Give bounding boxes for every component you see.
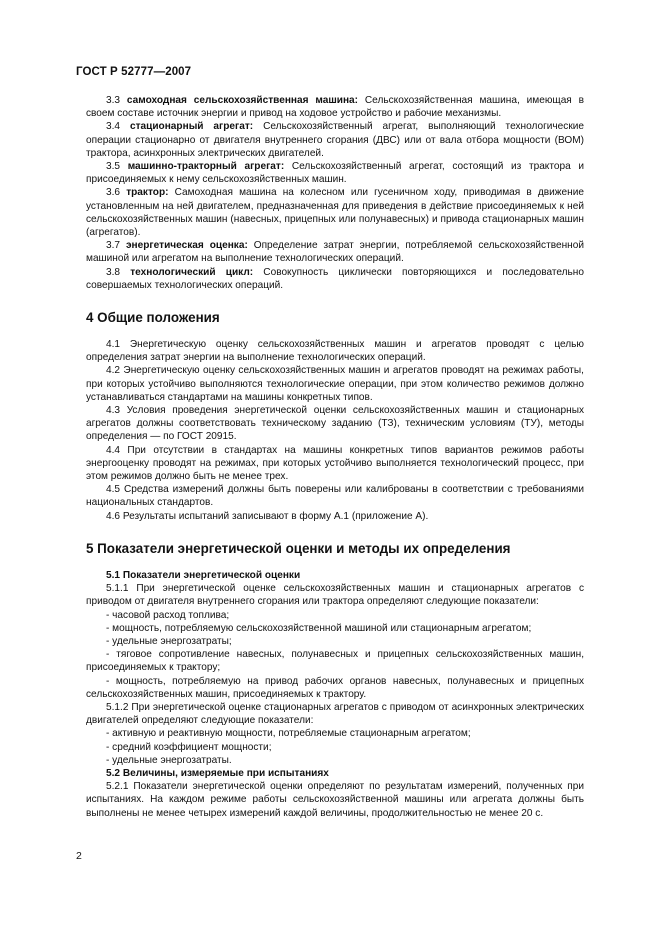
definition-number: 3.5: [106, 161, 121, 173]
definition-paragraph: [86, 120, 584, 160]
definition-paragraph: [86, 94, 584, 120]
section-4-paragraph: 4.5 Средства измерений должны быть поверены или калиброваны в соответствии с требованиями национальных стандартов.: [86, 484, 584, 509]
definition-text: Самоходная машина на колесном или гусеничном ходу, приводимая в движение установленным на ней двигателем, предназначенная для приведения в действие присоединяемых к ней сельскохозяйственных машин (навесных, прицепных или полунавесных) и привода стационарных машин (агрегатов).: [86, 187, 584, 239]
definition-number: 3.8: [106, 266, 121, 278]
definition-term: машинно-тракторный агрегат:: [127, 161, 285, 173]
paragraph-5-1-1: 5.1.1 При энергетической оценке сельскохозяйственных машин и стационарных агрегатов с приводом от двигателя внутреннего сгорания или трактора определяют следующие показатели:: [86, 583, 584, 608]
definition-number: 3.7: [106, 240, 121, 252]
subsection-5-2-title: 5.2 Величины, измеряемые при испытаниях: [106, 767, 329, 779]
definition-paragraph: [86, 186, 584, 239]
list-item: - удельные энергозатраты.: [106, 754, 232, 766]
page-content: [86, 94, 584, 820]
section-4-paragraphs: [86, 338, 584, 523]
list-5-1-2: [86, 727, 584, 767]
list-item: - мощность, потребляемую сельскохозяйственной машиной или стационарным агрегатом;: [106, 622, 532, 634]
definition-number: 3.4: [106, 121, 121, 133]
section-4-paragraph: 4.6 Результаты испытаний записывают в форму А.1 (приложение А).: [106, 510, 429, 522]
definition-term: самоходная сельскохозяйственная машина:: [126, 95, 359, 106]
definition-term: энергетическая оценка:: [125, 240, 248, 252]
definition-term: технологический цикл:: [130, 266, 254, 278]
definition-number: 3.3: [106, 95, 121, 106]
section-4-paragraph: 4.1 Энергетическую оценку сельскохозяйственных машин и агрегатов проводят с целью определения затрат энергии на выполнение технологических операций.: [86, 339, 584, 364]
section-4-title: 4 Общие положения: [86, 310, 220, 326]
definition-paragraph: [86, 160, 584, 186]
page-number: 2: [76, 850, 82, 862]
definition-term: стационарный агрегат:: [129, 121, 254, 133]
list-item: - часовой расход топлива;: [106, 609, 230, 621]
document-header: ГОСТ Р 52777—2007: [76, 66, 192, 78]
section-5-title: 5 Показатели энергетической оценки и методы их определения: [86, 540, 511, 556]
definition-term: трактор:: [126, 187, 169, 199]
paragraph-5-1-2: 5.1.2 При энергетической оценке стационарных агрегатов с приводом от асинхронных электрических двигателей определяют следующие показатели:: [86, 701, 584, 727]
list-item: - активную и реактивную мощности, потребляемые стационарным агрегатом;: [106, 728, 471, 740]
definition-number: 3.6: [106, 187, 121, 199]
definition-paragraph: [86, 239, 584, 265]
definition-text: Сельскохозяйственный агрегат, состоящий из трактора и присоединяемых к нему сельскохозяйственных машин.: [86, 161, 584, 186]
list-5-1-1: [86, 609, 584, 701]
definition-text: Сельскохозяйственная машина, имеющая в своем составе источник энергии и привод на ходовое устройство и рабочие механизмы.: [86, 95, 584, 120]
list-item: - мощность, потребляемую на привод рабочих органов навесных, полунавесных и прицепных сельскохозяйственных машин, присоединяемых к трактору.: [86, 675, 584, 700]
subsection-5-1-title: 5.1 Показатели энергетической оценки: [106, 569, 301, 581]
section-4-paragraph: 4.2 Энергетическую оценку сельскохозяйственных машин и агрегатов проводят на режимах работы, при которых устойчиво выполняются технологические операции, при этом количество режимов должно устанавливаться стандартами на машины конкретных типов.: [86, 365, 584, 403]
section-3-definitions: [86, 94, 584, 292]
definition-text: Сельскохозяйственный агрегат, выполняющий технологические операции стационарно от двигателя внутреннего сгорания (ДВС) или от вала отбора мощности (ВОМ) трактора, асинхронных электрических двигателей.: [86, 121, 584, 159]
paragraph-5-2-1: 5.2.1 Показатели энергетической оценки определяют по результатам измерений, полученных при испытаниях. На каждом режиме работы сельскохозяйственной машины или агрегата должны быть выполнены не менее четырех измерений каждой величины, продолжительностью не менее 20 с.: [86, 781, 584, 819]
list-item: - тяговое сопротивление навесных, полунавесных и прицепных сельскохозяйственных машин, присоединяемых к трактору;: [86, 649, 584, 674]
section-4-paragraph: 4.3 Условия проведения энергетической оценки сельскохозяйственных машин и стационарных агрегатов должны соответствовать техническому заданию (ТЗ), техническим условиям (ТУ), методы определения — по ГОСТ 20915.: [86, 405, 584, 443]
section-4-paragraph: 4.4 При отсутствии в стандартах на машины конкретных типов вариантов режимов работы энергооценку проводят на режимах, при которых устойчиво выполняется технологический процесс, при этом режимов должно быть не менее трех.: [86, 444, 584, 483]
definition-text: Совокупность циклически повторяющихся и последовательно совершаемых технологических операций.: [86, 266, 584, 291]
definition-text: Определение затрат энергии, потребляемой сельскохозяйственной машиной или агрегатом на выполнение технологических операций.: [86, 240, 584, 265]
list-item: - удельные энергозатраты;: [106, 635, 232, 647]
definition-paragraph: [86, 266, 584, 292]
list-item: - средний коэффициент мощности;: [106, 741, 272, 753]
